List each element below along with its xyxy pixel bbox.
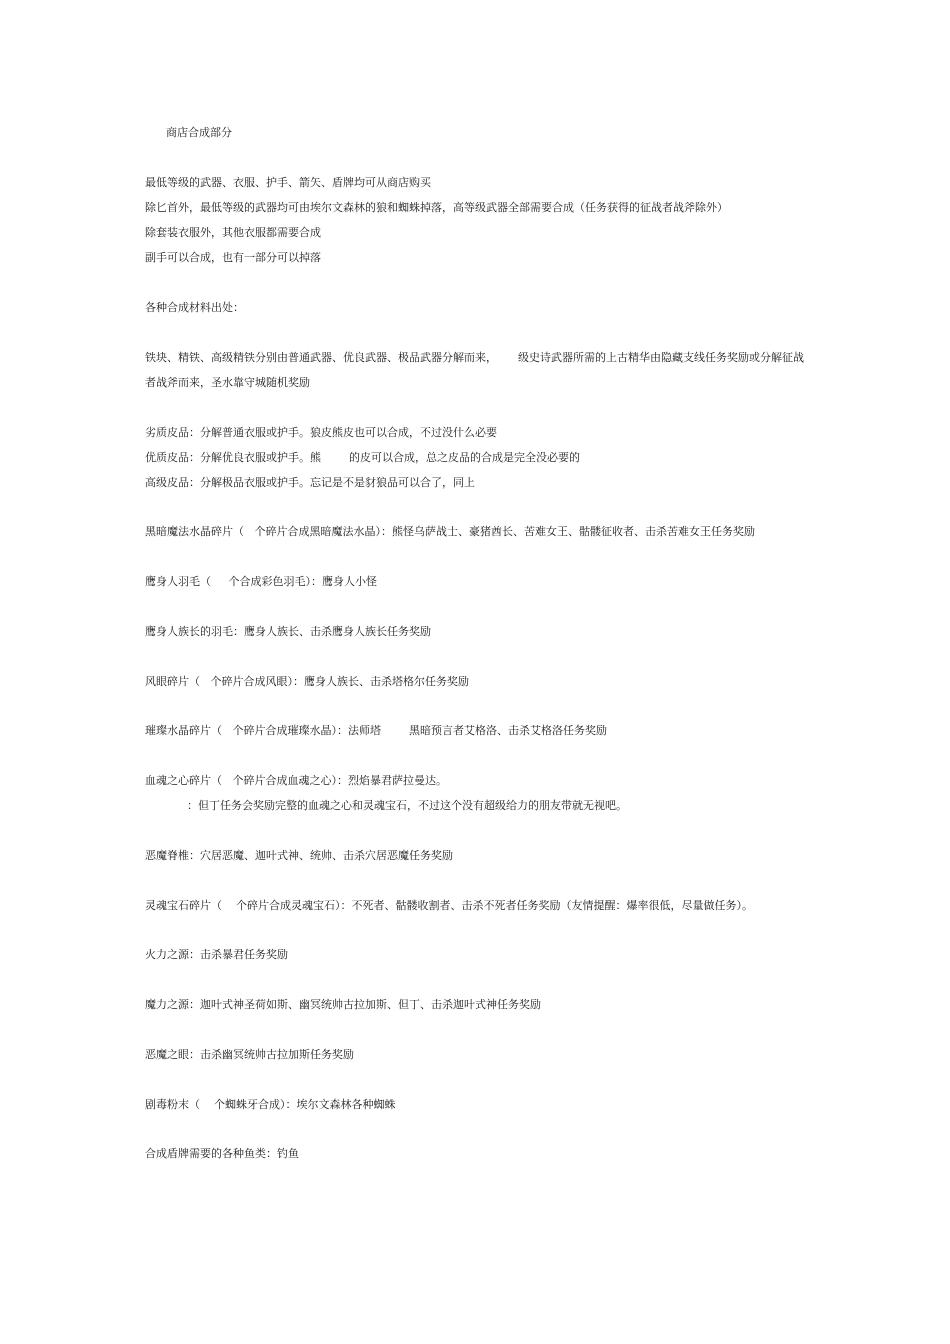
text-line: 血魂之心碎片（ 个碎片合成血魂之心）：烈焰暴君萨拉曼达。: [145, 774, 447, 787]
text-line: 璀璨水晶碎片（ 个碎片合成璀璨水晶）：法师塔 黑暗预言者艾格洛、击杀艾格洛任务奖励: [145, 724, 607, 737]
section-heading: 各种合成材料出处：: [145, 301, 244, 314]
text-line: 除匕首外，最低等级的武器均可由埃尔文森林的狼和蜘蛛掉落，高等级武器全部需要合成（任务获得的征战者战斧除外）: [145, 201, 728, 214]
text-line: 黑暗魔法水晶碎片（ 个碎片合成黑暗魔法水晶）：熊怪乌萨战士、豪猪酋长、苦难女王、骷髅征收者、击杀苦难女王任务奖励: [145, 525, 755, 538]
text-line: 最低等级的武器、衣服、护手、箭矢、盾牌均可从商店购买: [145, 176, 431, 189]
text-line: 高级皮品：分解极品衣服或护手。忘记是不是豺狼品可以合了，同上: [145, 476, 475, 489]
text-line: 魔力之源：迦叶式神圣荷如斯、幽冥统帅古拉加斯、但丁、击杀迦叶式神任务奖励: [145, 998, 541, 1011]
text-line: ：但丁任务会奖励完整的血魂之心和灵魂宝石，不过这个没有超级给力的朋友带就无视吧。: [187, 799, 627, 812]
text-line: 优质皮品：分解优良衣服或护手。熊 的皮可以合成，总之皮品的合成是完全没必要的: [145, 451, 580, 464]
text-line: 铁块、精铁、高级精铁分别由普通武器、优良武器、极品武器分解而来， 级史诗武器所需的上古精华由隐藏支线任务奖励或分解征战: [145, 351, 804, 364]
text-line: 恶魔脊椎：穴居恶魔、迦叶式神、统帅、击杀穴居恶魔任务奖励: [145, 849, 453, 862]
text-line: 鹰身人羽毛（ 个合成彩色羽毛）：鹰身人小怪: [145, 575, 377, 588]
text-line: 合成盾牌需要的各种鱼类：钓鱼: [145, 1147, 299, 1160]
text-line: 恶魔之眼：击杀幽冥统帅古拉加斯任务奖励: [145, 1048, 354, 1061]
text-line: 火力之源：击杀暴君任务奖励: [145, 948, 288, 961]
text-line: 者战斧而来，圣水靠守城随机奖励: [145, 376, 310, 389]
text-line: 剧毒粉末（ 个蜘蛛牙合成）：埃尔文森林各种蜘蛛: [145, 1098, 396, 1111]
text-line: 风眼碎片（ 个碎片合成风眼）：鹰身人族长、击杀塔格尔任务奖励: [145, 675, 469, 688]
text-line: 除套装衣服外，其他衣服都需要合成: [145, 226, 321, 239]
page-title: 商店合成部分: [166, 126, 232, 139]
text-line: 副手可以合成，也有一部分可以掉落: [145, 251, 321, 264]
text-line: 劣质皮品：分解普通衣服或护手。狼皮熊皮也可以合成，不过没什么必要: [145, 426, 497, 439]
text-line: 灵魂宝石碎片（ 个碎片合成灵魂宝石）：不死者、骷髅收割者、击杀不死者任务奖励（友情提醒：爆率很低，尽量做任务）。: [145, 899, 753, 912]
text-line: 鹰身人族长的羽毛：鹰身人族长、击杀鹰身人族长任务奖励: [145, 625, 431, 638]
